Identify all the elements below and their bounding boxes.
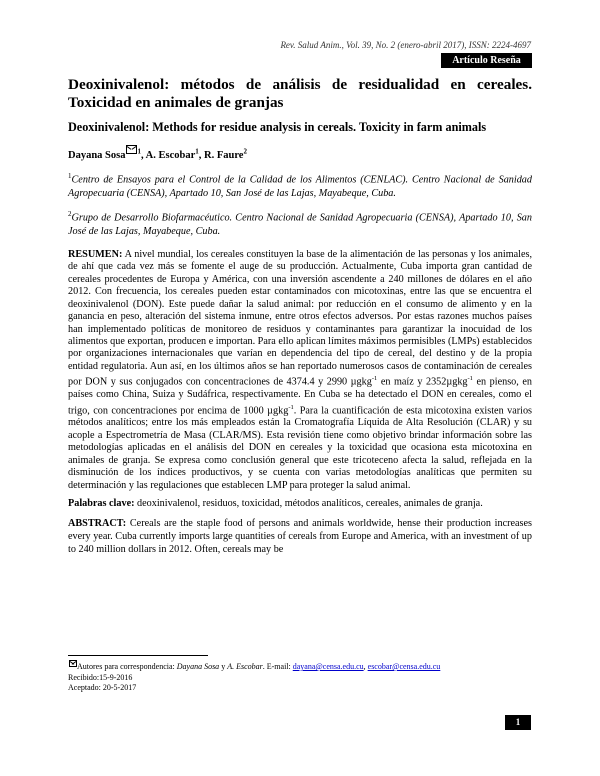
article-body	[68, 76, 532, 556]
author-affil-sup: 2	[243, 147, 247, 156]
received-date: Recibido:15-9-2016	[68, 672, 133, 682]
resumen-text: en pienso, en países como China, Suiza y Sudáfrica, respectivamente. En Cuba se ha detectado el DON en cereales, como el trigo, con concentraciones por encima de 1000 µgkg	[68, 376, 532, 416]
affiliation	[68, 170, 532, 200]
author-affil-sup: 1	[137, 147, 141, 156]
keywords-label: Palabras clave:	[68, 498, 135, 510]
email-link[interactable]: dayana@censa.edu.cu	[292, 662, 364, 671]
accepted-date: Aceptado: 20-5-2017	[68, 683, 137, 692]
affiliation-text: Centro de Ensayos para el Control de la Calidad de los Alimentos (CENLAC). Centro Nacional de Sanidad Agropecuaria (CENSA), Apartado 10, San José de las Lajas, Mayabeque, Cuba.	[68, 174, 532, 199]
keywords-text: deoxinivalenol, residuos, toxicidad, métodos analíticos, cereales, animales de granja.	[134, 498, 483, 510]
author-affil-sup: 1	[195, 147, 199, 156]
email-label: . E-mail:	[262, 662, 293, 671]
correspondence-prefix: Autores para correspondencia:	[77, 662, 177, 671]
affiliation-number: 1	[68, 172, 72, 180]
page-number: 1	[505, 715, 531, 730]
author-name: Dayana Sosa	[68, 150, 126, 161]
abstract-text: Cereals are the staple food of persons and animals worldwide, hense their production increases every year. Cuba currently imports large quantities of cereals from Europe and America, with an investment of up to 240 million dollars in 2012. Often, cereals may be	[68, 517, 532, 555]
resumen-label: RESUMEN:	[68, 248, 123, 260]
journal-header: Rev. Salud Anim., Vol. 39, No. 2 (enero-abril 2017), ISSN: 2224-4697	[280, 40, 531, 50]
correspondence-author: Dayana Sosa	[176, 662, 220, 671]
footnote-divider	[68, 655, 208, 656]
affiliation	[68, 208, 532, 238]
resumen-text: en maíz y 2352µgkg	[377, 376, 468, 388]
affiliation-text: Grupo de Desarrollo Biofarmacéutico. Centro Nacional de Sanidad Agropecuaria (CENSA), Apartado 10, San José de las Lajas, Mayabeque, Cuba.	[68, 212, 532, 238]
footnotes	[68, 660, 538, 694]
envelope-icon	[126, 145, 137, 154]
affiliation-number: 2	[68, 210, 72, 219]
author-name: R. Faure	[204, 150, 244, 161]
abstract-label: ABSTRACT:	[68, 517, 127, 529]
correspondence-note	[68, 660, 538, 673]
unit-exponent: -1	[371, 375, 378, 383]
resumen-text: . Para la cuantificación de esta micotoxina existen varios métodos analíticos; entre los más empleados están la Cromatografía Líquida de Alta Resolución (CLAR) y su acople a Espectrometría de Masa (CLAR/MS). Esta revisión tiene como objetivo brindar información sobre las metodologías aplicadas en el análisis del DON en cereales y la toxicidad que ocasiona esta micotoxina en animales de granja. Se expresa como conclusión general que este tricoteceno afecta la salud, reflejada en la disminución de los índices productivos, y se cuenta con varias metodologías analíticas que permiten su determinación y las regulaciones que establecen LMP para proteger la salud animal.	[68, 405, 532, 491]
section-label: Artículo Reseña	[441, 53, 532, 68]
unit-exponent: -1	[288, 403, 294, 411]
unit-exponent: -1	[467, 375, 473, 383]
envelope-icon	[69, 660, 77, 667]
title-english: Deoxinivalenol: Methods for residue analysis in cereals. Toxicity in farm animals	[68, 120, 487, 134]
resumen-section	[68, 249, 532, 492]
abstract-section	[68, 518, 532, 556]
title-spanish: Deoxinivalenol: métodos de análisis de residualidad en cereales. Toxicidad en animales de granjas	[68, 76, 532, 111]
email-separator: ,	[363, 662, 368, 671]
email-link[interactable]: escobar@censa.edu.cu	[367, 662, 441, 671]
author-name: A. Escobar	[145, 150, 196, 161]
keywords-section	[68, 498, 532, 511]
correspondence-author: A. Escobar	[227, 662, 263, 671]
author-list: Dayana Sosa $^1$, A. Escobar$^1$, R. Faure$^2$	[68, 145, 532, 162]
resumen-text: A nivel mundial, los cereales constituyen la base de la alimentación de las personas y los animales, de ahí que cada vez más se fomente el auge de su producción. Actualmente, Cuba importa gran cantidad de cereales procedentes de Europa y América, con una inversión ascendente a 240 millones de dólares en el año 2012. Con frecuencia, los cereales pueden estar contaminados con micotoxinas, entre las que se encuentra el deoxinivalenol (DON). Este puede dañar la salud animal: por reducción en el consumo de alimento y en la ganancia en peso, alteración del sistema inmune, entre otros efectos adversos. Por estas razones muchos países han implementado políticas de monitoreo de residuos y contaminantes para garantizar la inocuidad de los alimentos que exportan, producen e importan. Para ello aplican límites máximos permisibles (LMPs) establecidos por organizaciones internacionales que varían en dependencia del tipo de cereal, del destino y de la propia entidad regulatoria. Aun así, en los últimos años se han reportado numerosos casos de contaminación de cereales por DON y sus conjugados con concentraciones de 4374.4 y 2990 µgkg	[68, 248, 533, 388]
correspondence-and: y	[219, 662, 228, 671]
